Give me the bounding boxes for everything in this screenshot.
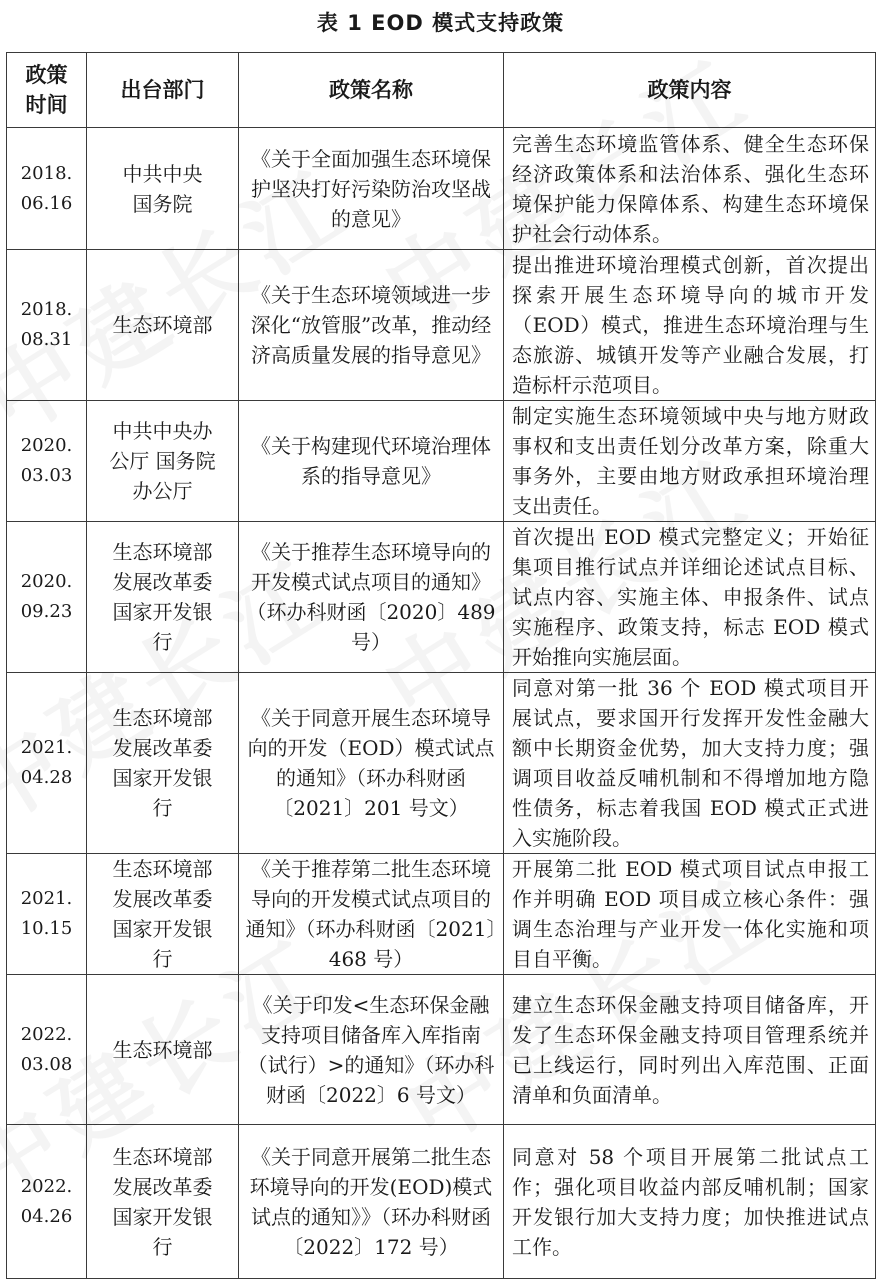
table-row — [7, 522, 876, 673]
table-row — [7, 250, 876, 401]
header-content: 政策内容 — [504, 53, 876, 128]
policy-time-cell: 2020. 03.03 — [7, 401, 87, 522]
table-row — [7, 975, 876, 1125]
policy-content-cell: 同意对第一批 36 个 EOD 模式项目开展试点，要求国开行发挥开发性金融大额中长期资金优势，加大支持力度；强调项目收益反哺机制和不得增加地方隐性债务，标志着我国 EOD 模式正式进入实施阶段。 — [504, 673, 876, 854]
department-cell: 中共中央 国务院 — [87, 128, 239, 250]
policy-name-cell: 《关于同意开展第二批生态环境导向的开发(EOD)模式试点的通知》》（环办科财函〔2022〕172 号） — [239, 1125, 504, 1279]
policy-time-cell: 2018. 06.16 — [7, 128, 87, 250]
policy-time-cell: 2020. 09.23 — [7, 522, 87, 673]
policy-content-cell: 完善生态环境监管体系、健全生态环保经济政策体系和法治体系、强化生态环境保护能力保障体系、构建生态环境保护社会行动体系。 — [504, 128, 876, 250]
policy-content-cell: 建立生态环保金融支持项目储备库，开发了生态环保金融支持项目管理系统并已上线运行，同时列出入库范围、正面清单和负面清单。 — [504, 975, 876, 1125]
policy-content-cell: 制定实施生态环境领域中央与地方财政事权和支出责任划分改革方案，除重大事务外，主要由地方财政承担环境治理支出责任。 — [504, 401, 876, 522]
policy-time-cell: 2018. 08.31 — [7, 250, 87, 401]
policy-table — [6, 52, 876, 1279]
table-title: 表 1 EOD 模式支持政策 — [316, 11, 565, 35]
policy-content-cell: 提出推进环境治理模式创新，首次提出探索开展生态环境导向的城市开发（EOD）模式，推进生态环境治理与生态旅游、城镇开发等产业融合发展，打造标杆示范项目。 — [504, 250, 876, 401]
department-cell: 生态环境部 发展改革委 国家开发银 行 — [87, 1125, 239, 1279]
policy-name-cell: 《关于同意开展生态环境导向的开发（EOD）模式试点的通知》（环办科财函〔2021〕201 号文） — [239, 673, 504, 854]
header-time — [7, 53, 87, 128]
table-row — [7, 401, 876, 522]
header-dept: 出台部门 — [87, 53, 239, 128]
table-row — [7, 673, 876, 854]
policy-time-cell: 2021. 10.15 — [7, 854, 87, 975]
policy-time-cell: 2022. 03.08 — [7, 975, 87, 1125]
department-cell: 生态环境部 发展改革委 国家开发银 行 — [87, 522, 239, 673]
policy-content-cell: 开展第二批 EOD 模式项目试点申报工作并明确 EOD 项目成立核心条件：强调生态治理与产业开发一体化实施和项目自平衡。 — [504, 854, 876, 975]
department-cell: 生态环境部 发展改革委 国家开发银 行 — [87, 854, 239, 975]
policy-content-cell: 首次提出 EOD 模式完整定义；开始征集项目推行试点并详细论述试点目标、试点内容、实施主体、申报条件、试点实施程序、政策支持，标志 EOD 模式开始推向实施层面。 — [504, 522, 876, 673]
policy-name-cell: 《关于全面加强生态环境保护坚决打好污染防治攻坚战的意见》 — [239, 128, 504, 250]
department-cell: 生态环境部 发展改革委 国家开发银 行 — [87, 673, 239, 854]
policy-time-cell: 2021. 04.28 — [7, 673, 87, 854]
table-row — [7, 128, 876, 250]
department-cell: 生态环境部 — [87, 250, 239, 401]
policy-content-cell: 同意对 58 个项目开展第二批试点工作；强化项目收益内部反哺机制；国家开发银行加大支持力度；加快推进试点工作。 — [504, 1125, 876, 1279]
department-cell: 生态环境部 — [87, 975, 239, 1125]
table-row — [7, 854, 876, 975]
header-name: 政策名称 — [239, 53, 504, 128]
policy-name-cell: 《关于生态环境领域进一步深化“放管服”改革，推动经济高质量发展的指导意见》 — [239, 250, 504, 401]
policy-name-cell: 《关于构建现代环境治理体系的指导意见》 — [239, 401, 504, 522]
department-cell: 中共中央办 公厅 国务院 办公厅 — [87, 401, 239, 522]
policy-time-cell: 2022. 04.26 — [7, 1125, 87, 1279]
table-row — [7, 1125, 876, 1279]
header-time-text: 政策 时间 — [25, 63, 68, 117]
policy-name-cell: 《关于印发<生态环保金融支持项目储备库入库指南（试行）>的通知》（环办科财函〔2022〕6 号文） — [239, 975, 504, 1125]
policy-name-cell: 《关于推荐生态环境导向的开发模式试点项目的通知》（环办科财函〔2020〕489 号） — [239, 522, 504, 673]
policy-name-cell: 《关于推荐第二批生态环境导向的开发模式试点项目的通知》（环办科财函〔2021〕468 号） — [239, 854, 504, 975]
header-row — [7, 53, 876, 128]
